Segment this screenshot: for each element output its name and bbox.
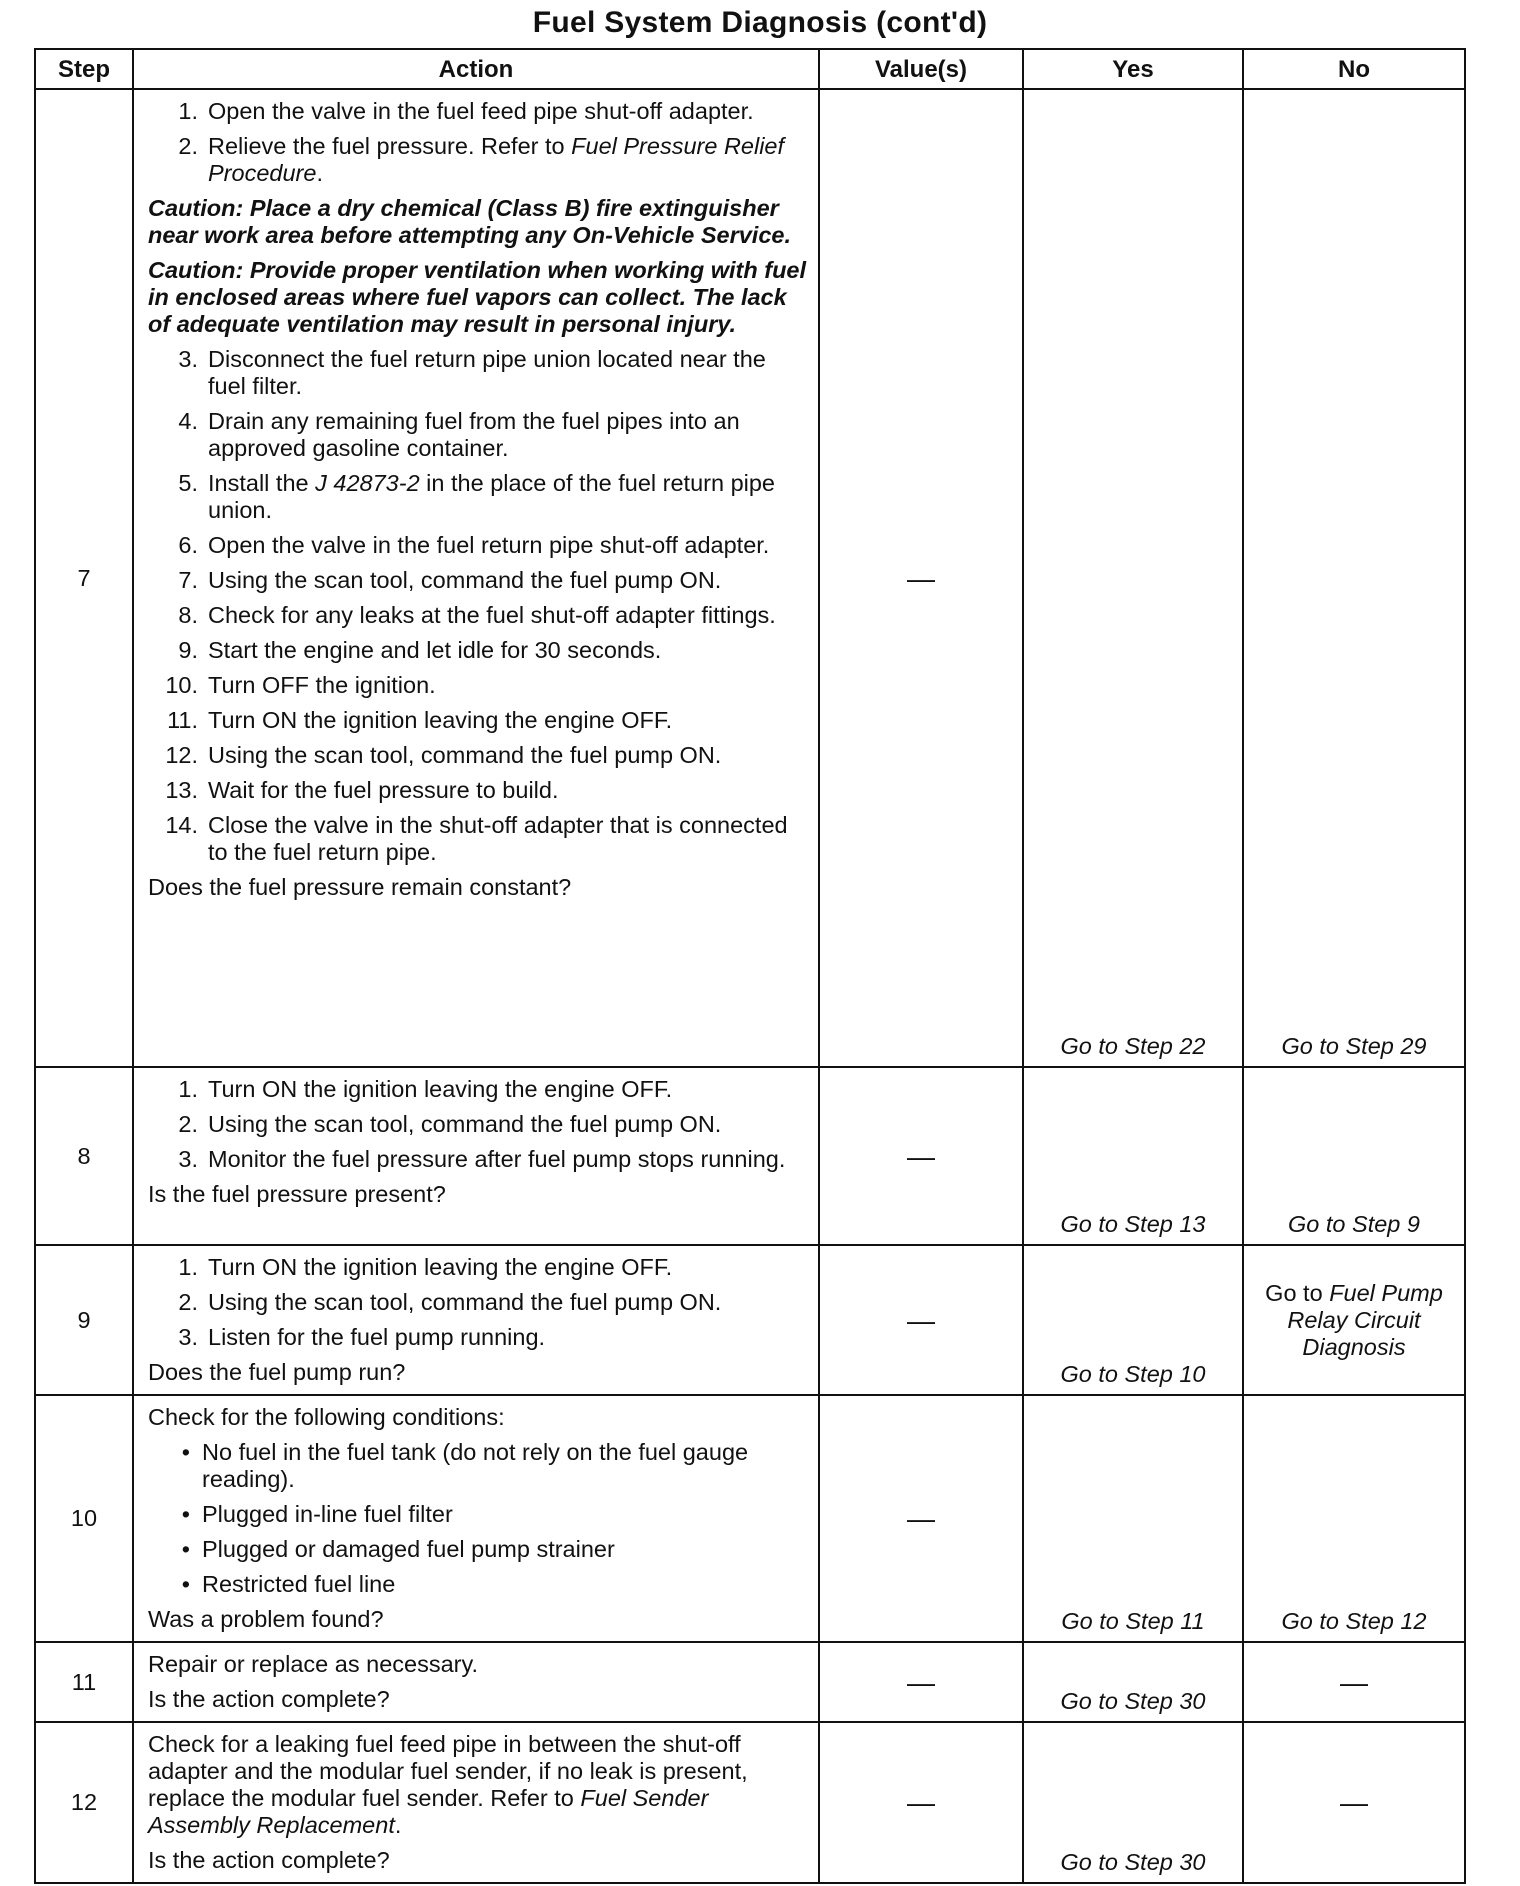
value-cell: — [819,1067,1023,1245]
step-number: 7 [35,89,133,1067]
value-cell: — [819,1642,1023,1722]
list-item [148,812,808,866]
action-cell [133,1642,819,1722]
diagnostic-question: Does the fuel pump run? [148,1359,406,1385]
value-cell: — [819,1395,1023,1642]
item-text: Disconnect the fuel return pipe union located near the fuel filter. [208,346,766,399]
item-number: 2. [178,1111,198,1137]
list-item [148,98,808,125]
caution-note: Caution: Provide proper ventilation when working with fuel in enclosed areas where fuel vapors can collect. The lack of adequate ventilation may result in personal injury. [148,257,807,337]
item-number: 5. [178,470,198,496]
list-item [148,1536,808,1563]
procedure-reference: Fuel Pressure Relief Procedure [208,133,785,186]
step-number: 9 [35,1245,133,1395]
bullet-glyph: • [181,1439,190,1465]
item-text: Open the valve in the fuel feed pipe shut-off adapter. [208,98,754,124]
item-number: 10. [165,672,198,698]
yes-cell: Go to Step 22 [1023,89,1243,1067]
no-cell-pre: Go to [1265,1279,1330,1306]
item-text-post: . [316,160,323,186]
header-step: Step [35,49,133,89]
item-text: Start the engine and let idle for 30 seconds. [208,637,662,663]
item-text: Drain any remaining fuel from the fuel pipes into an approved gasoline container. [208,408,740,461]
table-row [35,89,1465,1067]
list-item [148,602,808,629]
procedure-reference: Fuel Sender Assembly Replacement [148,1785,709,1838]
item-number: 1. [178,1076,198,1102]
list-item [148,1289,808,1316]
item-number: 3. [178,1146,198,1172]
diagnosis-table [34,48,1466,1884]
item-text: Close the valve in the shut-off adapter that is connected to the fuel return pipe. [208,812,788,865]
yes-cell: Go to Step 11 [1023,1395,1243,1642]
list-item [148,1111,808,1138]
diagnostic-question: Was a problem found? [148,1606,384,1632]
table-row [35,1245,1465,1395]
item-number: 1. [178,98,198,124]
list-item [148,672,808,699]
no-cell: Go to Step 12 [1243,1395,1465,1642]
table-row [35,1642,1465,1722]
list-item [148,470,808,524]
step-number: 8 [35,1067,133,1245]
action-cell [133,1395,819,1642]
list-item [148,742,808,769]
item-text-pre: Install the [208,470,316,496]
value-cell: — [819,1245,1023,1395]
table-row [35,1722,1465,1883]
step-number: 11 [35,1642,133,1722]
value-cell: — [819,89,1023,1067]
item-number: 12. [165,742,198,768]
table-row [35,1395,1465,1642]
item-text: Listen for the fuel pump running. [208,1324,546,1350]
header-yes: Yes [1023,49,1243,89]
action-text: Repair or replace as necessary. [148,1651,479,1677]
item-text: No fuel in the fuel tank (do not rely on the fuel gauge reading). [202,1439,749,1492]
item-text-pre: Relieve the fuel pressure. Refer to [208,133,572,159]
item-text: Using the scan tool, command the fuel pump ON. [208,742,722,768]
item-text-post: in the place of the fuel return pipe union. [208,470,776,523]
item-text: Turn OFF the ignition. [208,672,436,698]
list-item [148,1501,808,1528]
item-text [208,470,808,524]
item-text: Turn ON the ignition leaving the engine OFF. [208,707,673,733]
list-item [148,1254,808,1281]
step-number: 10 [35,1395,133,1642]
no-cell [1243,1245,1465,1395]
action-cell [133,1067,819,1245]
action-cell [133,1722,819,1883]
item-number: 9. [178,637,198,663]
list-item [148,1439,808,1493]
yes-cell: Go to Step 30 [1023,1722,1243,1883]
list-item [148,408,808,462]
list-item [148,1076,808,1103]
item-number: 4. [178,408,198,434]
no-cell: Go to Step 9 [1243,1067,1465,1245]
item-number: 3. [178,346,198,372]
item-text: Plugged or damaged fuel pump strainer [202,1536,615,1562]
item-number: 2. [178,133,198,159]
item-text: Turn ON the ignition leaving the engine OFF. [208,1076,673,1102]
value-cell: — [819,1722,1023,1883]
item-text: Turn ON the ignition leaving the engine OFF. [208,1254,673,1280]
bullet-glyph: • [181,1571,190,1597]
item-text: Monitor the fuel pressure after fuel pump stops running. [208,1146,786,1172]
item-number: 7. [178,567,198,593]
diagnostic-question: Does the fuel pressure remain constant? [148,874,572,900]
header-action: Action [133,49,819,89]
item-text: Open the valve in the fuel return pipe shut-off adapter. [208,532,770,558]
bullet-glyph: • [181,1501,190,1527]
item-text [208,133,808,187]
item-number: 6. [178,532,198,558]
yes-cell: Go to Step 13 [1023,1067,1243,1245]
list-item [148,1146,808,1173]
condition-intro: Check for the following conditions: [148,1404,505,1430]
header-no: No [1243,49,1465,89]
item-text: Using the scan tool, command the fuel pump ON. [208,567,722,593]
item-number: 8. [178,602,198,628]
item-number: 13. [165,777,198,803]
no-cell: Go to Step 29 [1243,89,1465,1067]
item-text: Restricted fuel line [202,1571,396,1597]
item-text: Plugged in-line fuel filter [202,1501,453,1527]
diagnostic-question: Is the fuel pressure present? [148,1181,446,1207]
caution-note: Caution: Place a dry chemical (Class B) fire extinguisher near work area before attempting any On-Vehicle Service. [148,195,792,248]
list-item [148,707,808,734]
action-cell [133,1245,819,1395]
action-text [148,1731,808,1839]
item-number: 1. [178,1254,198,1280]
action-text-pre: Check for a leaking fuel feed pipe in between the shut-off adapter and the modular fuel sender, if no leak is present, replace the modular fuel sender. Refer to [148,1731,748,1811]
action-cell [133,89,819,1067]
item-number: 3. [178,1324,198,1350]
item-number: 2. [178,1289,198,1315]
list-item [148,777,808,804]
item-number: 11. [167,707,198,733]
yes-cell: Go to Step 10 [1023,1245,1243,1395]
procedure-reference: Fuel Pump Relay Circuit Diagnosis [1287,1279,1443,1360]
list-item [148,637,808,664]
tool-reference: J 42873-2 [315,470,420,496]
item-number: 14. [165,812,198,838]
item-text: Wait for the fuel pressure to build. [208,777,559,803]
list-item [148,532,808,559]
step-number: 12 [35,1722,133,1883]
yes-cell: Go to Step 30 [1023,1642,1243,1722]
header-values: Value(s) [819,49,1023,89]
action-text-post: . [394,1812,402,1838]
page-title: Fuel System Diagnosis (cont'd) [532,6,988,39]
item-text: Check for any leaks at the fuel shut-off adapter fittings. [208,602,776,628]
list-item [148,1571,808,1598]
list-item [148,133,808,187]
item-text: Using the scan tool, command the fuel pump ON. [208,1111,722,1137]
item-text: Using the scan tool, command the fuel pump ON. [208,1289,722,1315]
no-cell: — [1243,1722,1465,1883]
table-row [35,1067,1465,1245]
bullet-glyph: • [181,1536,190,1562]
list-item [148,346,808,400]
no-cell: — [1243,1642,1465,1722]
diagnostic-question: Is the action complete? [148,1686,390,1712]
header-row [35,49,1465,89]
diagnostic-question: Is the action complete? [148,1847,390,1873]
list-item [148,567,808,594]
list-item [148,1324,808,1351]
